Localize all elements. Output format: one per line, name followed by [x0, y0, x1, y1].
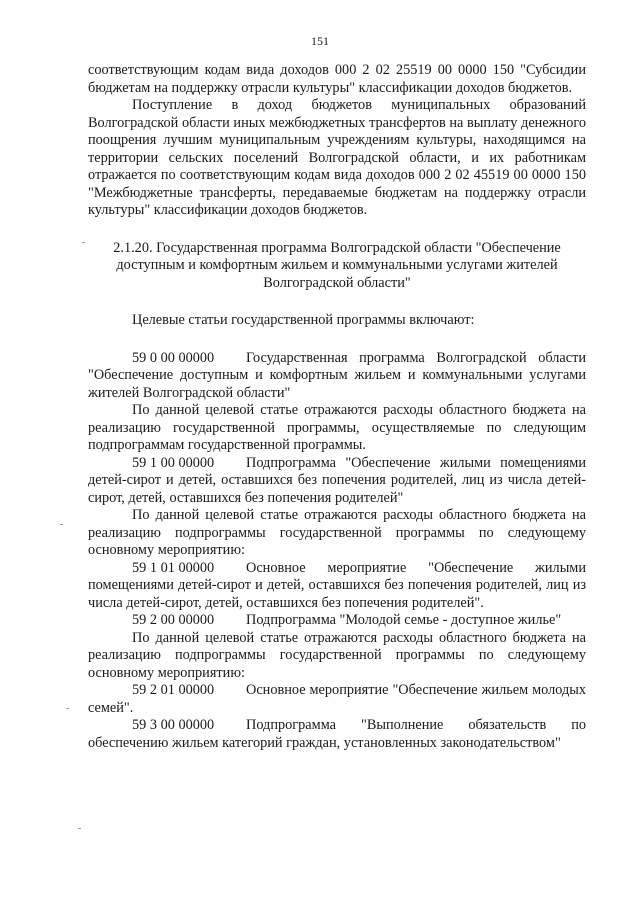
article-text: Подпрограмма "Молодой семье - доступное жилье" — [246, 612, 562, 628]
target-article-59-3 — [88, 717, 586, 752]
paragraph-revenue-transfers: Поступление в доход бюджетов муниципальных образований Волгоградской области иных межбюджетных трансфертов на выплату денежного поощрения лучшим муниципальным учреждениям культуры, находящимся на территории сельских поселений Волгоградской области, и их работникам отражается по соответствующим кодам вида доходов 000 2 02 45519 00 0000 150 "Межбюджетные трансферты, передаваемые бюджетам на поддержку отрасли культуры" классификации доходов бюджетов. — [88, 97, 586, 218]
article-code: 59 1 01 00000 — [132, 559, 215, 576]
target-article-59-2-01 — [88, 682, 586, 717]
article-text: Подпрограмма "Выполнение обязательств по обеспечению жильем категорий граждан, установленных законодательством" — [88, 717, 586, 751]
article-code: 59 0 00 00000 — [132, 349, 215, 366]
section-heading: 2.1.20. Государственная программа Волгоградской области "Обеспечение доступным и комфортным жильем и коммунальными услугами жителей Волгоградской области" — [113, 239, 561, 291]
paragraph-intro: Целевые статьи государственной программы включают: — [132, 312, 475, 328]
page-number: 151 — [311, 34, 329, 48]
scan-speck — [78, 828, 81, 829]
document-body — [88, 62, 586, 752]
target-article-59-1 — [88, 455, 586, 508]
paragraph-expenses-subprogram-2: По данной целевой статье отражаются расходы областного бюджета на реализацию подпрограммы государственной программы по следующему основному мероприятию: — [88, 629, 586, 681]
article-text: Подпрограмма "Обеспечение жилыми помещениями детей-сирот и детей, оставшихся без попечения родителей, лиц из числа детей-сирот, детей, оставшихся без попечения родителей" — [88, 454, 586, 506]
article-text: Основное мероприятие "Обеспечение жилыми помещениями детей-сирот и детей, оставшихся без попечения родителей, лиц из числа детей-сирот, детей, оставшихся без попечения родителей". — [88, 559, 586, 611]
article-code: 59 2 01 00000 — [132, 682, 215, 698]
paragraph-expenses-program: По данной целевой статье отражаются расходы областного бюджета на реализацию государственной программы, осуществляемые по следующим подпрограммам государственной программы. — [88, 402, 586, 453]
article-text: Основное мероприятие "Обеспечение жильем молодых семей". — [88, 682, 586, 716]
article-code: 59 2 00 00000 — [132, 612, 215, 628]
paragraph-revenue-subsidies: соответствующим кодам вида доходов 000 2 02 25519 00 0000 150 "Субсидии бюджетам на поддержку отрасли культуры" классификации доходов бюджетов. — [88, 62, 586, 96]
target-article-59-1-01 — [88, 560, 586, 613]
scan-speck — [66, 708, 69, 709]
article-code: 59 1 00 00000 — [132, 454, 215, 471]
target-article-59-0 — [88, 350, 586, 403]
target-article-59-2 — [88, 612, 586, 630]
scan-speck — [60, 524, 63, 525]
paragraph-expenses-subprogram-1: По данной целевой статье отражаются расходы областного бюджета на реализацию подпрограммы государственной программы по следующему основному мероприятию: — [88, 507, 586, 558]
article-text: Государственная программа Волгоградской области "Обеспечение доступным и комфортным жильем и коммунальными услугами жителей Волгоградской области" — [88, 349, 586, 401]
scan-speck — [82, 242, 85, 243]
article-code: 59 3 00 00000 — [132, 717, 215, 733]
